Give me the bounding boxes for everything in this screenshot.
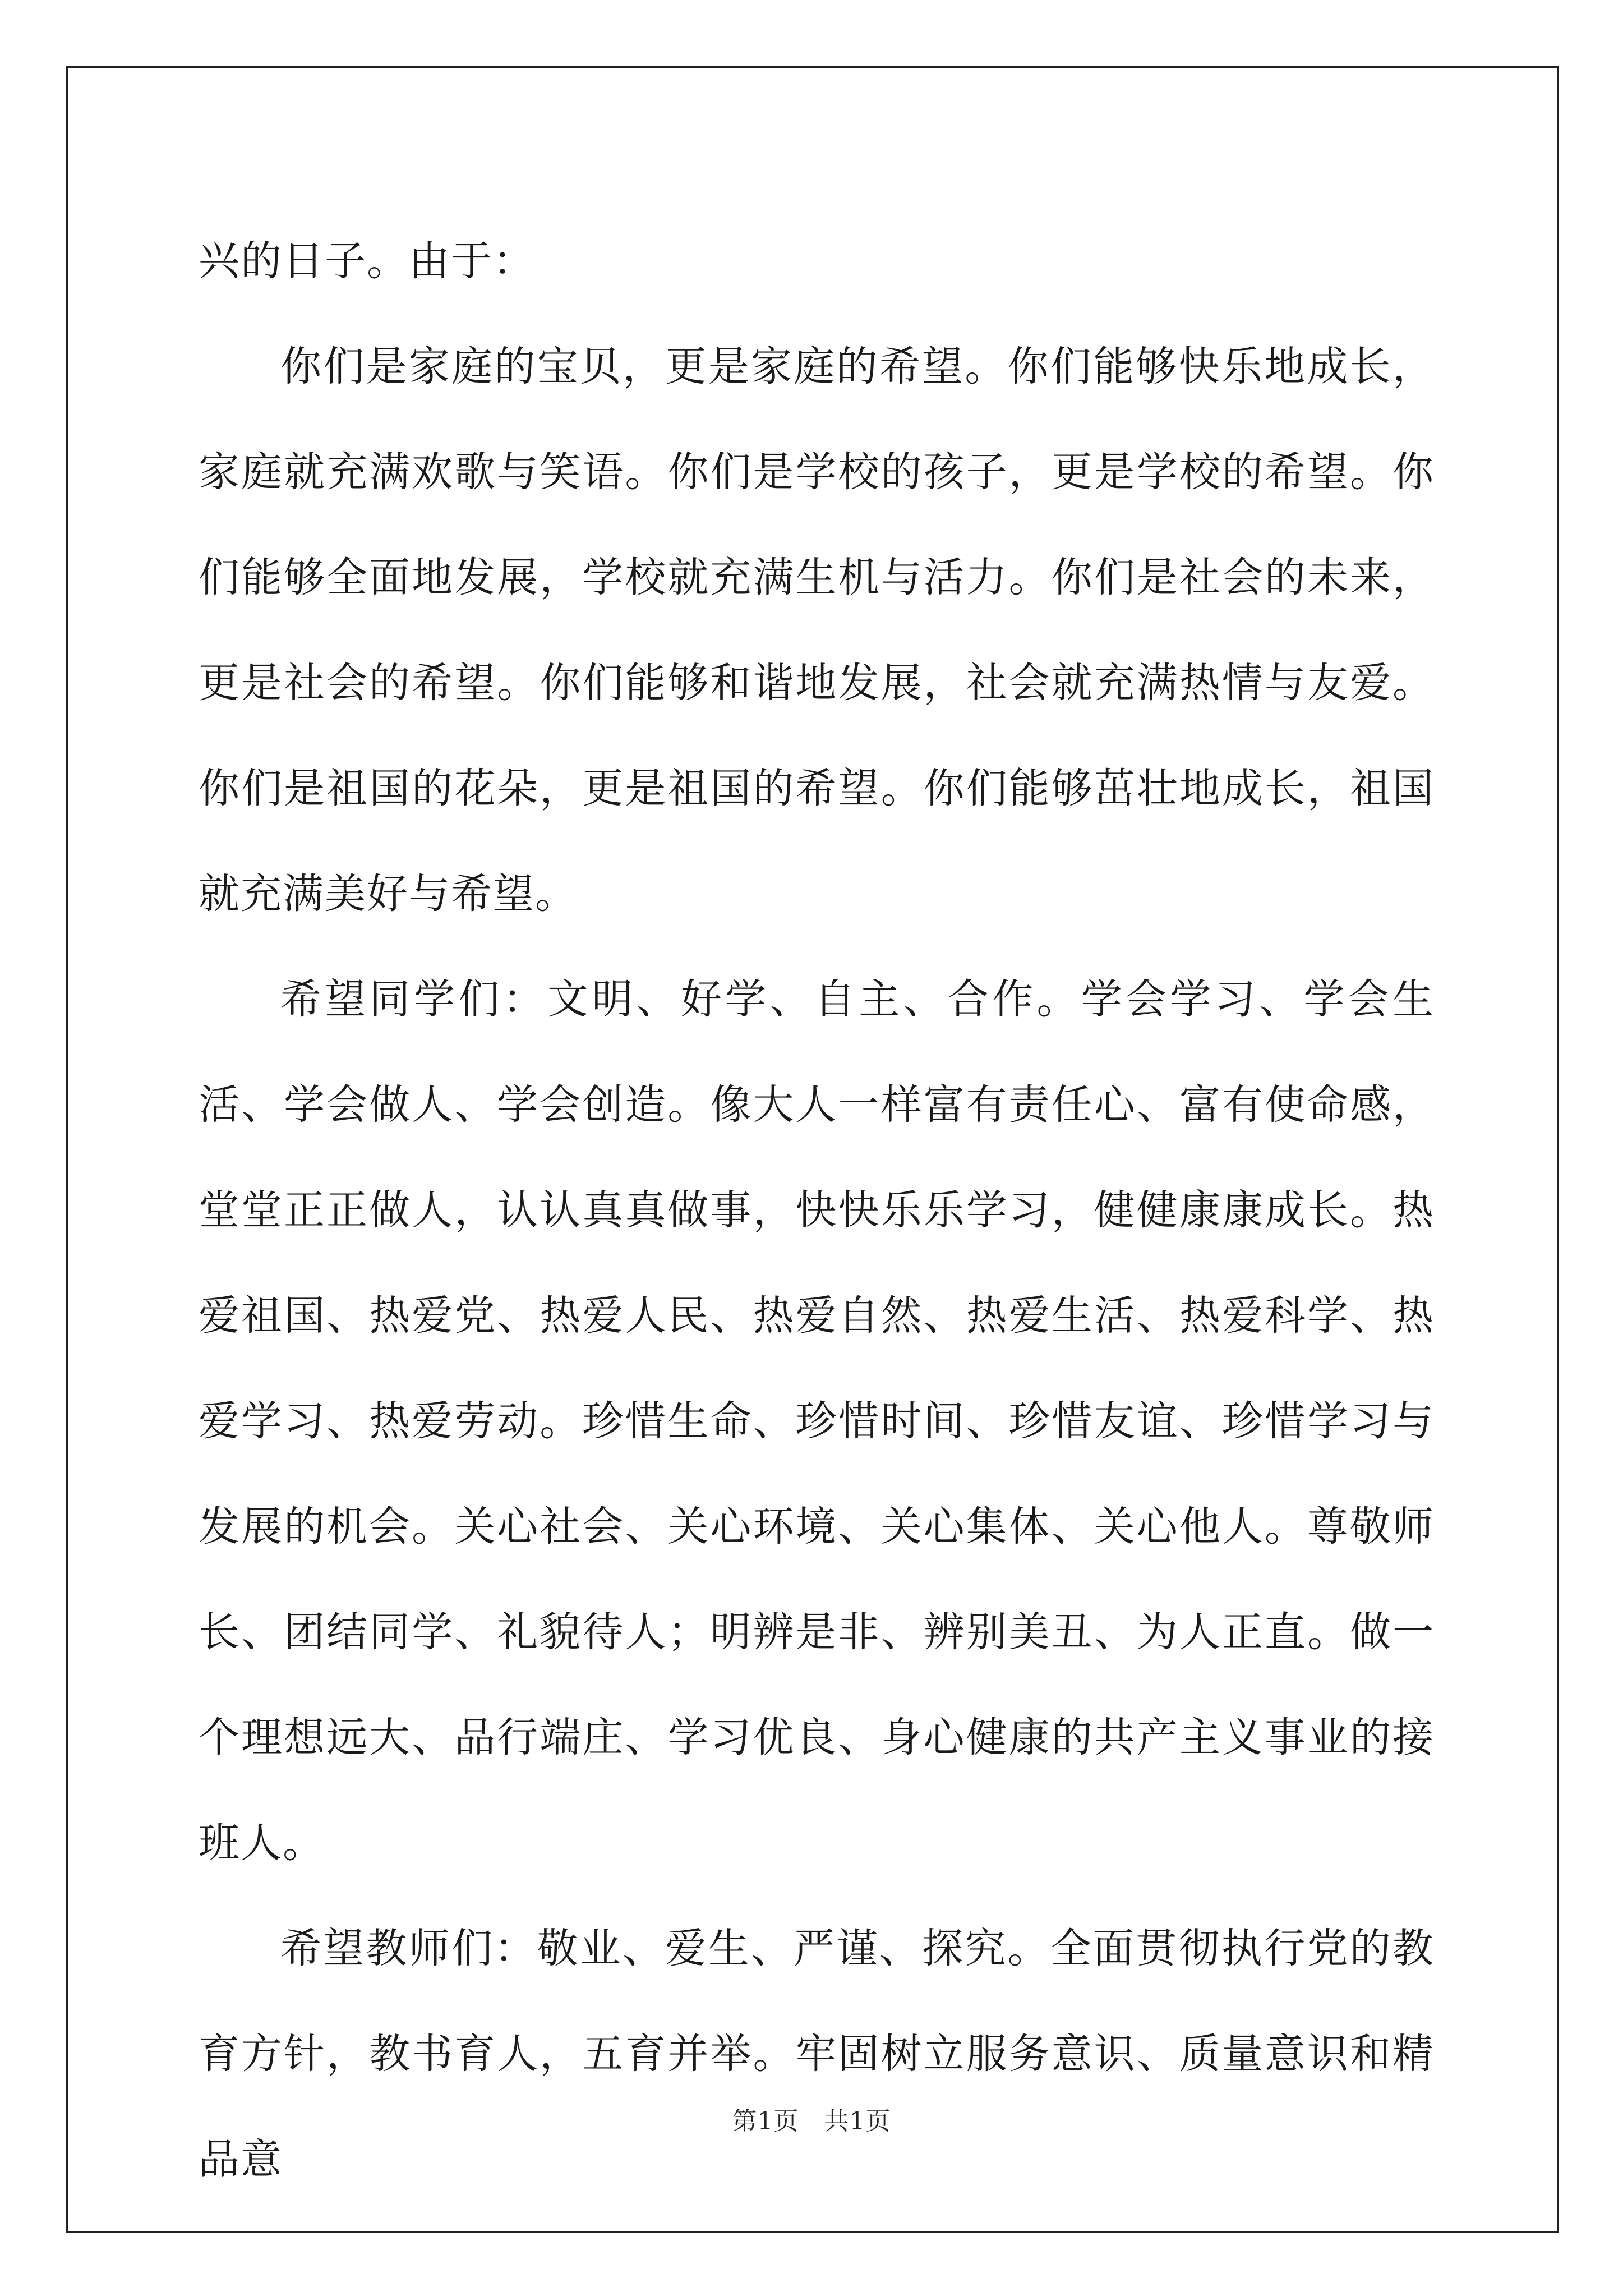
paragraph-hopes-for-students: 希望同学们：文明、好学、自主、合作。学会学习、学会生活、学会做人、学会创造。像大人一样富有责任心、富有使命感，堂堂正正做人，认认真真做事，快快乐乐学习，健健康康成长。热爱祖国、热爱党、热爱人民、热爱自然、热爱生活、热爱科学、热爱学习、热爱劳动。珍惜生命、珍惜时间、珍惜友谊、珍惜学习与发展的机会。关心社会、关心环境、关心集体、关心他人。尊敬师长、团结同学、礼貌待人；明辨是非、辨别美丑、为人正直。做一个理想远大、品行端庄、学习优良、身心健康的共产主义事业的接班人。 bbox=[199, 976, 1435, 1867]
paragraph-continuation: 兴的日子。由于： bbox=[199, 237, 535, 285]
paragraph-hopes-for-teachers: 希望教师们：敬业、爱生、严谨、探究。全面贯彻执行党的教育方针，教书育人，五育并举。牢固树立服务意识、质量意识和精品意 bbox=[199, 1925, 1435, 2183]
page-number-footer: 第1页 共1页 bbox=[732, 2107, 891, 2136]
paragraph-students-and-future: 你们是家庭的宝贝，更是家庭的希望。你们能够快乐地成长，家庭就充满欢歌与笑语。你们是学校的孩子，更是学校的希望。你们能够全面地发展，学校就充满生机与活力。你们是社会的未来，更是社会的希望。你们能够和谐地发展，社会就充满热情与友爱。你们是祖国的花朵，更是祖国的希望。你们能够茁壮地成长，祖国就充满美好与希望。 bbox=[199, 343, 1435, 918]
document-body bbox=[199, 209, 1435, 2212]
